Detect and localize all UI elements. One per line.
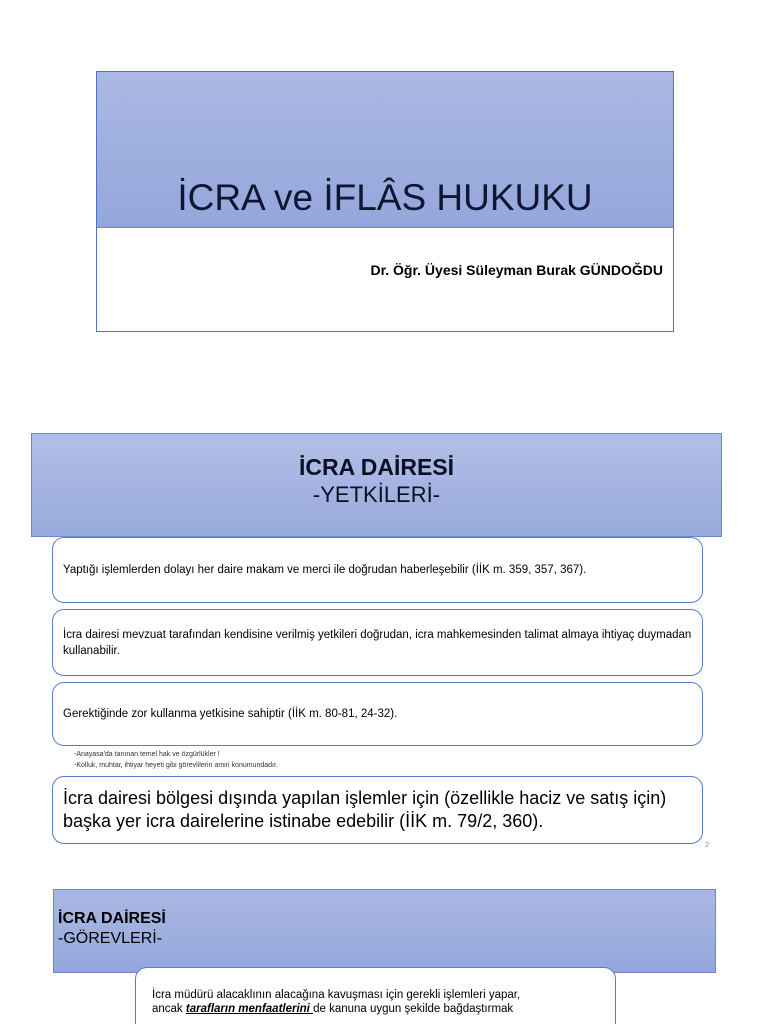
footnote: -Anayasa'da tanınan temel hak ve özgürlükler ! (74, 751, 220, 758)
footnotes (74, 749, 278, 771)
list-item-large (52, 776, 703, 844)
list-item (135, 967, 616, 1024)
list-item (52, 682, 703, 746)
footnote: -Kolluk, muhtar, ihtiyar heyeti gibi görevlilerin amiri konumundadır. (74, 762, 278, 769)
title-slide (96, 71, 674, 332)
list-item-text: Yaptığı işlemlerden dolayı her daire makam ve merci ile doğrudan haberleşebilir (İİK m. 359, 357, 367). (63, 564, 587, 576)
slide-header (31, 433, 722, 537)
slide-heading: İCRA DAİRESİ (58, 910, 166, 927)
slide-heading: İCRA DAİRESİ (298, 454, 455, 480)
slide-header (53, 889, 716, 973)
text-segment: ancak (152, 1003, 186, 1015)
slide-title: İCRA ve İFLÂS HUKUKU (177, 177, 593, 218)
list-item-line: İcra müdürü alacaklının alacağına kavuşması için gerekli işlemleri yapar, (152, 989, 521, 1001)
list-item-line (152, 1002, 599, 1016)
slide-subheading: -GÖREVLERİ- (58, 930, 163, 947)
list-item (52, 609, 703, 676)
text-segment: de kanuna uygun şekilde bağdaştırmak (313, 1003, 514, 1015)
list-item (52, 537, 703, 603)
page-number: 2 (705, 842, 709, 849)
emphasized-text: tarafların menfaatlerini (185, 1003, 314, 1015)
list-item-text: Gerektiğinde zor kullanma yetkisine sahiptir (İİK m. 80-81, 24-32). (63, 708, 398, 720)
slide-subheading: -YETKİLERİ- (312, 482, 441, 507)
duties-slide (53, 889, 717, 1024)
authority-slide (31, 433, 722, 851)
author-name: Dr. Öğr. Üyesi Süleyman Burak GÜNDOĞDU (370, 262, 663, 278)
list-item-text: İcra dairesi bölgesi dışında yapılan işlemler için (özellikle haciz ve satış için) başka yer icra dairelerine istinabe edebilir (İİK m. 79/2, 360). (63, 788, 667, 831)
list-item-text: İcra dairesi mevzuat tarafından kendisine verilmiş yetkileri doğrudan, icra mahkemesinden talimat almaya ihtiyaç duymadan kullanabilir. (63, 628, 692, 657)
